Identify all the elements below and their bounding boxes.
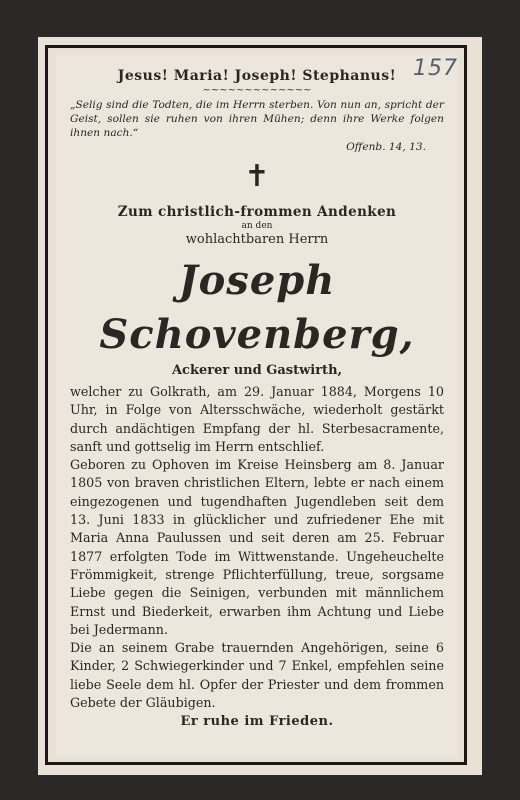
- honorific-line: wohlachtbaren Herrn: [185, 232, 329, 247]
- scripture-reference: Offenb. 14, 13.: [346, 141, 426, 153]
- deceased-name: Joseph Schovenberg,: [99, 257, 415, 358]
- handwritten-number: 157: [413, 56, 458, 81]
- paragraph-life: Geboren zu Ophoven im Kreise Heinsberg am 8. Januar 1805 von braven christlichen Eltern, lebte er nach einem eingezogenen und tugendhaften Jugendleben seit dem 13. Juni 1833 in glücklicher und zufriedener Ehe mit Maria Anna Paulussen und seit deren am 25. Februar 1877 erfolgten Tode im Wittwenstande. Ungeheuchelte Frömmigkeit, strenge Pflichterfüllung, treue, sorgsame Liebe gegen die Seinigen, verbunden mit männlichem Ernst und Biederkeit, erwarben ihm Achtung und Liebe bei Jedermann.: [70, 457, 444, 637]
- an-den-line: an den: [241, 221, 273, 231]
- wave-ornament: ~~~~~~~~~~~~~: [202, 85, 312, 96]
- biography-body: [70, 383, 444, 712]
- paragraph-death: welcher zu Golkrath, am 29. Januar 1884, Morgens 10 Uhr, in Folge von Altersschwäche, wiederholt gestärkt durch andächtigen Empfang der hl. Sterbesacramente, sanft und gottselig im Herrn entschlief.: [70, 384, 444, 454]
- card-text: [70, 62, 444, 732]
- scripture-quote: „Selig sind die Todten, die im Herrn sterben. Von nun an, spricht der Geist, sollen sie ruhen von ihren Mühen; denn ihre Werke folgen ihnen nach.“: [70, 99, 444, 139]
- closing-prayer: Er ruhe im Frieden.: [180, 714, 334, 730]
- paragraph-survivors: Die an seinem Grabe trauernden Angehörigen, seine 6 Kinder, 2 Schwiegerkinder und 7 Enkel, empfehlen seine liebe Seele dem hl. Opfer der Priester und dem frommen Gebete der Gläubigen.: [70, 640, 444, 711]
- invocation-header: Jesus! Maria! Joseph! Stephanus!: [117, 68, 397, 84]
- cross-icon: ✝: [244, 159, 270, 194]
- occupation-line: Ackerer und Gastwirth,: [171, 363, 343, 378]
- dedication-line: Zum christlich-frommen Andenken: [117, 204, 397, 220]
